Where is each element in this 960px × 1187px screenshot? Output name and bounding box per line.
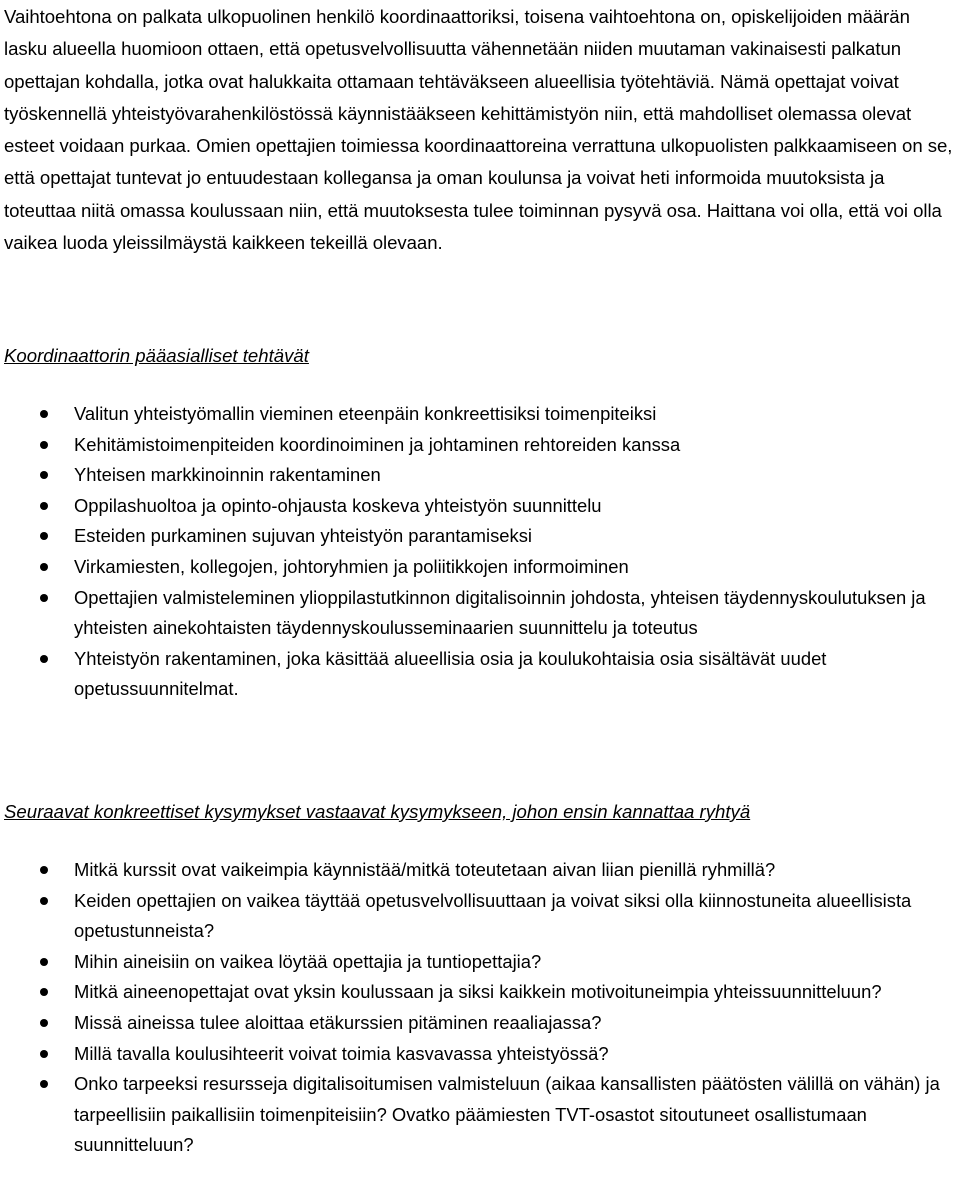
bullet-icon <box>40 532 48 540</box>
list-item-text: Virkamiesten, kollegojen, johtoryhmien ja poliitikkojen informoiminen <box>74 555 629 577</box>
bullet-icon <box>40 410 48 418</box>
list-item <box>0 855 956 886</box>
list-item <box>0 886 956 947</box>
list-item-text: Opettajien valmisteleminen ylioppilastutkinnon digitalisoinnin johdosta, yhteisen täydennyskoulutuksen ja yhteisten ainekohtaisten täydennyskoulusseminaarien suunnittelu ja toteutus <box>74 586 926 639</box>
list-item-text: Yhteistyön rakentaminen, joka käsittää alueellisia osia ja koulukohtaisia osia sisältävät uudet opetussuunnitelmat. <box>74 647 827 700</box>
bullet-icon <box>40 1080 48 1088</box>
list-item <box>0 460 956 491</box>
bullet-icon <box>40 958 48 966</box>
list-item-text: Esteiden purkaminen sujuvan yhteistyön parantamiseksi <box>74 525 532 547</box>
bullet-icon <box>40 866 48 874</box>
list-item <box>0 644 956 705</box>
bullet-icon <box>40 471 48 479</box>
list-item-text: Yhteisen markkinoinnin rakentaminen <box>74 464 381 486</box>
bullet-icon <box>40 502 48 510</box>
intro-paragraph <box>4 0 956 259</box>
coordinator-tasks-list <box>0 399 956 705</box>
bullet-icon <box>40 897 48 905</box>
list-item-text: Kehitämistoimenpiteiden koordinoiminen ja johtaminen rehtoreiden kanssa <box>74 433 681 455</box>
list-item-text: Mitkä kurssit ovat vaikeimpia käynnistää/mitkä toteutetaan aivan liian pienillä ryhmillä? <box>74 859 776 880</box>
list-item-text: Keiden opettajien on vaikea täyttää opetusvelvollisuuttaan ja voivat siksi olla kiinnostuneita alueellisista opetustunneista? <box>74 889 912 942</box>
list-item <box>0 977 956 1008</box>
bullet-icon <box>40 988 48 996</box>
intro-text-part-1: Vaihtoehtona on palkata ulkopuolinen henkilö koordinaattoriksi, toisena vaihtoehtona on, opiskelijoiden määrän lasku alueella huomioon ottaen, että opetusvelvollisuutta vähennetään niiden muutaman vakinaisesti palkatun opettajan kohdalla, jotka ovat halukkaita ottamaan tehtäväkseen alueellisia työtehtäviä. Nämä opettajat voivat työskennellä yhteistyövarahenkilöstössä käynnistääkseen kehittämistyön niin, että mahdolliset olemassa olevat esteet voidaan purkaa. <box>4 6 912 157</box>
list-item <box>0 1008 956 1039</box>
list-item <box>0 1069 956 1161</box>
list-item <box>0 583 956 644</box>
section-heading-concrete-questions: Seuraavat konkreettiset kysymykset vastaavat kysymykseen, johon ensin kannattaa ryhtyä <box>4 801 751 822</box>
bullet-icon <box>40 594 48 602</box>
bullet-icon <box>40 655 48 663</box>
list-item <box>0 521 956 552</box>
list-item-text: Millä tavalla koulusihteerit voivat toimia kasvavassa yhteistyössä? <box>74 1042 609 1064</box>
list-item-text: Mihin aineisiin on vaikea löytää opettajia ja tuntiopettajia? <box>74 950 542 972</box>
list-item <box>0 552 956 583</box>
list-item <box>0 491 956 522</box>
bullet-icon <box>40 1050 48 1058</box>
list-item <box>0 947 956 978</box>
bullet-icon <box>40 1019 48 1027</box>
list-item-text: Oppilashuoltoa ja opinto-ohjausta koskeva yhteistyön suunnittelu <box>74 494 602 516</box>
list-item-text: Mitkä aineenopettajat ovat yksin koulussaan ja siksi kaikkein motivoituneimpia yhteissuunnitteluun? <box>74 981 882 1003</box>
list-item-text: Onko tarpeeksi resursseja digitalisoitumisen valmisteluun (aikaa kansallisten päätösten välillä on vähän) ja tarpeellisiin paikallisiin toimenpiteisiin? Ovatko päämiesten TVT-osastot sitoutuneet osallistumaan suunnitteluun? <box>74 1073 940 1156</box>
bullet-icon <box>40 441 48 449</box>
list-item-text: Valitun yhteistyömallin vieminen eteenpäin konkreettisiksi toimenpiteiksi <box>74 403 657 424</box>
section-heading-coordinator-tasks: Koordinaattorin pääasialliset tehtävät <box>4 345 309 366</box>
concrete-questions-list <box>0 855 956 1161</box>
bullet-icon <box>40 563 48 571</box>
list-item <box>0 399 956 430</box>
list-item <box>0 1039 956 1070</box>
list-item <box>0 430 956 461</box>
list-item-text: Missä aineissa tulee aloittaa etäkurssien pitäminen reaaliajassa? <box>74 1011 602 1033</box>
intro-text-part-2: Omien opettajien toimiessa koordinaattoreina verrattuna ulkopuolisten palkkaamiseen on se, että opettajat tuntevat jo entuudestaan kollegansa ja oman koulunsa ja voivat heti informoida muutoksista ja toteuttaa niitä omassa koulussaan niin, että muutoksesta tulee toiminnan pysyvä osa. Haittana voi olla, että voi olla vaikea luoda yleissilmäystä kaikkeen tekeillä olevaan. <box>4 135 953 254</box>
